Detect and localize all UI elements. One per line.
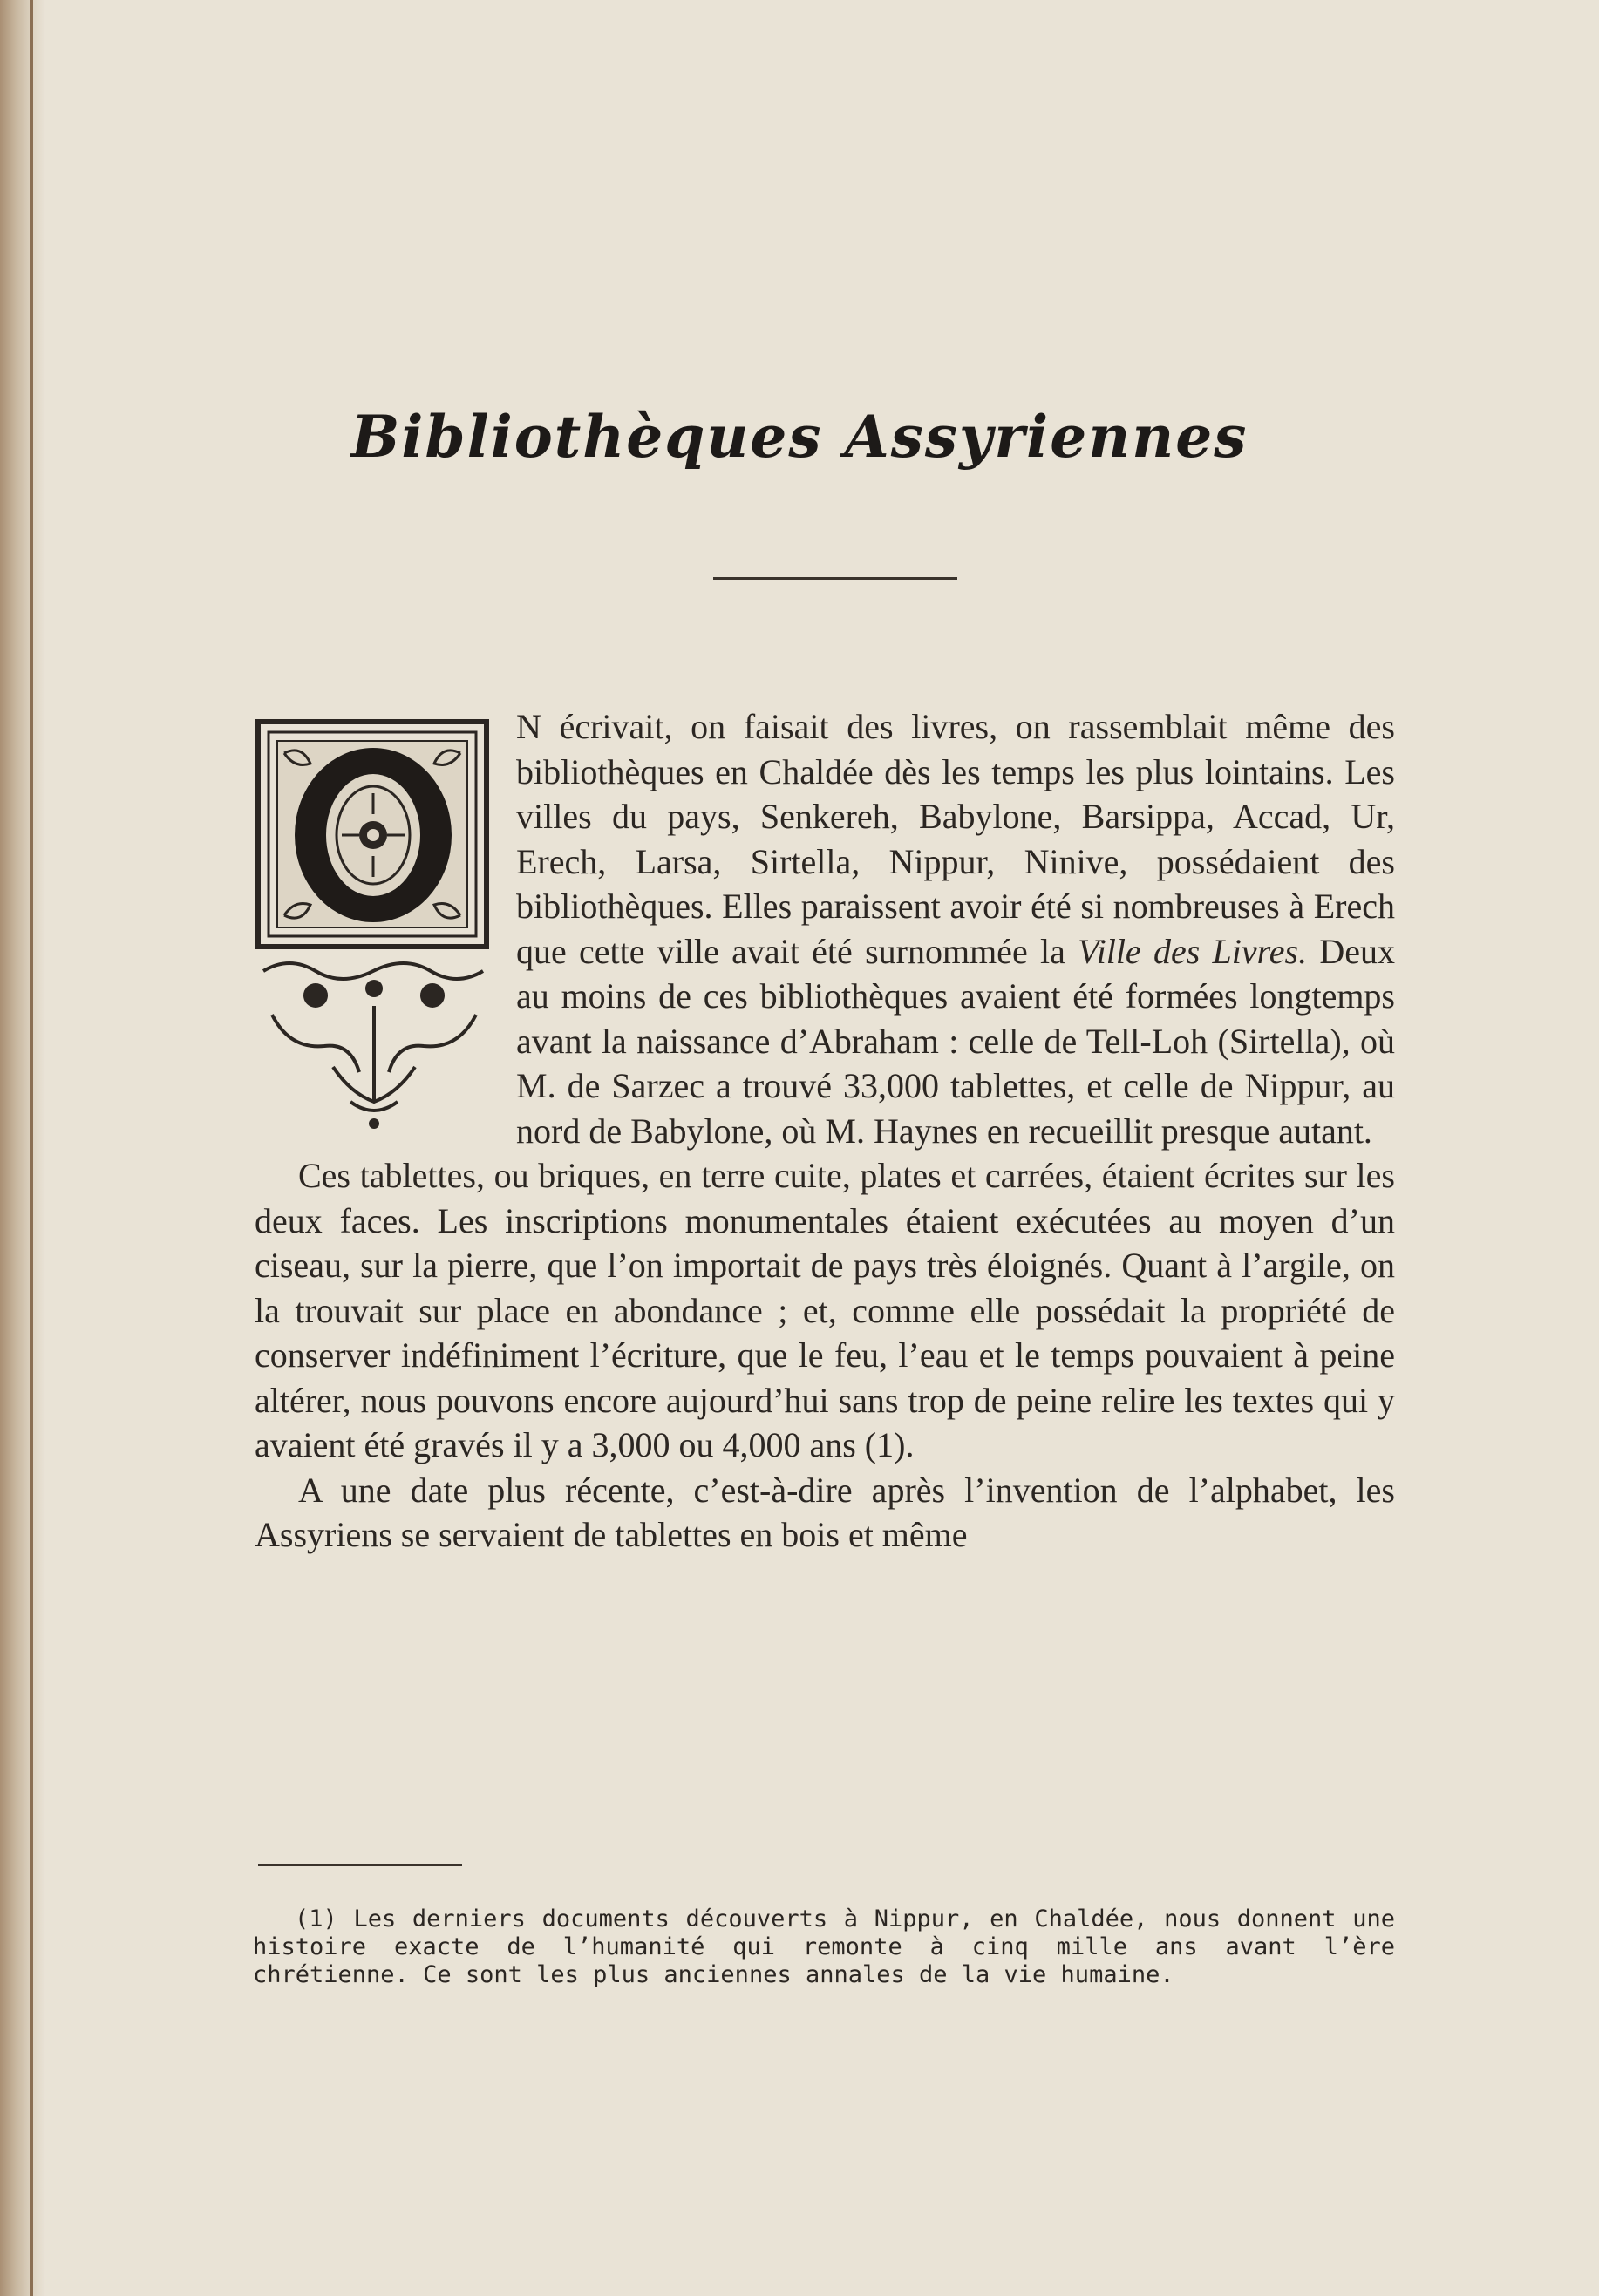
paragraph-1-italic: Ville des Livres.	[1078, 931, 1308, 971]
page-edge	[0, 0, 45, 2296]
body-text	[255, 704, 1395, 1558]
paragraph-1-end: Deux au moins de ces bibliothèques avaient été formées longtemps avant la naissance d’Abraham : celle de Tell-Loh (Sirtella), où M. de Sarzec a trouvé 33,000 tablettes, et celle de Nippur, au nord de Babylone, où M. Haynes en recueillit presque autant.	[516, 931, 1395, 1151]
paragraph-1-text: écrivait, on faisait des livres, on rassemblait même des bibliothèques en Chaldée dès les temps les plus lointains. Les villes du pays, Senkereh, Babylone, Barsippa, Accad, Ur, Erech, Larsa, Sirtella, Nippur, Ninive, possédaient des bibliothèques. Elles paraissent avoir été si nombreuses à Erech que cette ville avait été surnommée la	[516, 707, 1395, 971]
paragraph-3: A une date plus récente, c’est-à-dire après l’invention de l’alphabet, les Assyriens se servaient de tablettes en bois et même	[255, 1470, 1395, 1554]
footnote-text: (1) Les derniers documents découverts à Nippur, en Chaldée, nous donnent une histoire exacte de l’humanité qui remonte à cinq mille ans avant l’ère chrétienne. Ce sont les plus anciennes annales de la vie humaine.	[253, 1905, 1395, 1988]
first-word-rest: N	[516, 707, 541, 746]
footnote-divider	[258, 1864, 462, 1866]
binding-line	[30, 0, 33, 2296]
page-title: Bibliothèques Assyriennes	[350, 403, 1249, 471]
paragraph-2: Ces tablettes, ou briques, en terre cuite, plates et carrées, étaient écrites sur les deux faces. Les inscriptions monumentales étaient exécutées au moyen d’un ciseau, sur la pierre, que l’on importait de pays très éloignés. Quant à l’argile, on la trouvait sur place en abondance ; et, comme elle possédait la propriété de conserver indéfiniment l’écriture, que le feu, l’eau et le temps pouvaient à peine altérer, nous pouvons encore aujourd’hui sans trop de peine relire les textes qui y avaient été gravés il y a 3,000 ou 4,000 ans (1).	[255, 1156, 1395, 1464]
dropcap-space	[255, 704, 516, 1151]
title-divider	[713, 577, 957, 580]
footnote	[253, 1905, 1395, 1989]
